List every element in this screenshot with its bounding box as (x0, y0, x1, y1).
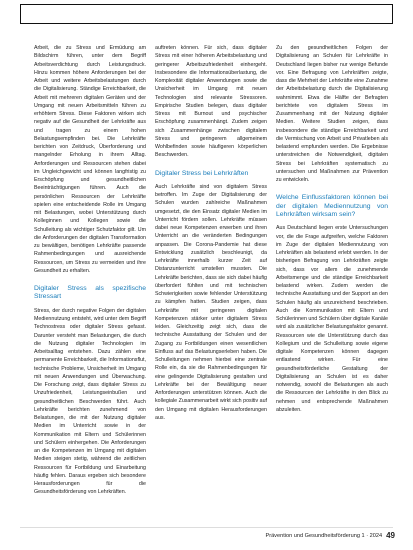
text-column-left (34, 44, 146, 497)
header-bar (20, 4, 393, 24)
page-number: 49 (386, 531, 395, 540)
journal-name: Prävention und Gesundheitsförderung 1 · 2024 (265, 532, 383, 539)
footer-rule (20, 527, 393, 528)
body-paragraph: Zu den gesundheitlichen Folgen der Digitalisierung an Schulen für Lehrkräfte in Deutschland liegen bisher nur wenige Befunde vor. Eine Befragung von Lehrkräften zeigte, dass die Mehrheit der Lehrkräfte eine Zunahme der Arbeitsbelastung durch die Digitalisierung wahrnimmt. Etwa die Hälfte der Befragten berichtete von digitalem Stress im Zusammenhang mit der Nutzung digitaler Medien. Weitere Studien zeigen, dass insbesondere die ständige Erreichbarkeit und die Vermischung von Arbeit und Privatleben als belastend empfunden werden. Die Ergebnisse unterstreichen die Notwendigkeit, digitalen Stress bei Lehrkräften systematisch zu untersuchen und Maßnahmen zur Prävention zu entwickeln. (276, 45, 388, 183)
section-heading: Welche Einflussfaktoren können bei der digitalen Mediennutzung von Lehrkräften wirksam sein? (276, 194, 388, 219)
section-heading: Digitaler Stress als spezifische Stressart (34, 285, 146, 301)
text-column-middle (155, 44, 267, 422)
body-paragraph: auftreten können. Für sich, dass digitaler Stress mit einer höheren Arbeitsbelastung und geringerer Arbeitszufriedenheit einhergeht. Insbesondere die Informationsüberlastung, die Komplexität digitaler Anwendungen sowie die Unsicherheit im Umgang mit neuen Technologien sind relevante Stressoren. Empirische Studien belegen, dass digitaler Stress mit Burnout und psychischer Erschöpfung zusammenhängt. Zudem zeigen sich Zusammenhänge zwischen digitalem Stress und geringerem allgemeinem Wohlbefinden sowie häufigeren körperlichen Beschwerden. (155, 45, 267, 159)
body-paragraph: Auch Lehrkräfte sind von digitalem Stress betroffen. Im Zuge der Digitalisierung der Schulen wurden zahlreiche Maßnahmen umgesetzt, die den Einsatz digitaler Medien im Unterricht fördern sollen. Lehrkräfte müssen dabei neue Kompetenzen erwerben und ihren Unterricht an die veränderten Bedingungen anpassen. Die Corona-Pandemie hat diese Entwicklung zusätzlich beschleunigt, da Lehrkräfte innerhalb kurzer Zeit auf Distanzunterricht umstellen mussten. Die Lehrkräfte berichten, dass sie sich dabei häufig überfordert fühlten und mit technischen Schwierigkeiten sowie fehlender Unterstützung zu kämpfen hatten. Studien zeigen, dass Lehrkräfte mit geringeren digitalen Kompetenzen stärker unter digitalem Stress leiden. Gleichzeitig zeigt sich, dass die technische Ausstattung der Schulen und der Zugang zu Fortbildungen einen wesentlichen Einfluss auf das Belastungserleben haben. Die Schulleitungen nehmen hierbei eine zentrale Rolle ein, da sie die Rahmenbedingungen für eine gelingende Digitalisierung gestalten und Lehrkräfte bei der Bewältigung neuer Anforderungen unterstützen können. Auch die kollegiale Zusammenarbeit wirkt sich positiv auf den Umgang mit digitalen Herausforderungen aus. (155, 183, 267, 421)
section-heading: Digitaler Stress bei Lehrkräften (155, 169, 249, 177)
page-footer (265, 531, 395, 540)
text-column-right (276, 44, 388, 414)
body-paragraph: Aus Deutschland liegen erste Untersuchungen vor, die die Frage aufgreifen, welche Faktoren im Zuge der digitalen Mediennutzung von Lehrkräften als belastend erlebt werden. In der bisherigen Befragung von Lehrkräften zeigte sich, dass vor allem die zunehmende Arbeitsmenge und die ständige Erreichbarkeit belastend wirken. Zudem werden die technische Ausstattung und der Support an den Schulen häufig als unzureichend beschrieben. Auch die Kommunikation mit Eltern und Schülerinnen und Schülern über digitale Kanäle wird als zusätzlicher Belastungsfaktor genannt. Ressourcen wie die Unterstützung durch das Kollegium und die Schulleitung sowie eigene digitale Kompetenzen können dagegen entlastend wirken. Für eine gesundheitsförderliche Gestaltung der Digitalisierung an Schulen ist es daher notwendig, sowohl die Belastungen als auch die Ressourcen der Lehrkräfte in den Blick zu nehmen und entsprechende Maßnahmen abzuleiten. (276, 225, 388, 413)
body-paragraph: Arbeit, die zu Stress und Ermüdung am Bildschirm führen, unter dem Begriff Arbeitsverdichtung durch Leistungsdruck. Hinzu kommen höhere Anforderungen bei der Arbeit und weitere Arbeitsbelastungen durch die Digitalisierung. Ständige Erreichbarkeit, die Arbeit mit mehreren digitalen Geräten und der Umgang mit neuen Arbeitsmitteln führen zu erhöhtem Stress. Diese Faktoren wirken sich negativ auf die Gesundheit der Lehrkräfte aus und tragen zu einem hohen Belastungsempfinden bei. Die Lehrkräfte berichten von Zeitdruck, Überforderung und mangelnder Erholung in ihrem Alltag. Anforderungen und Ressourcen stehen dabei im Ungleichgewicht und können langfristig zu Erschöpfung und gesundheitlichen Beeinträchtigungen führen. Auch die persönlichen Ressourcen der Lehrkräfte spielen eine entscheidende Rolle im Umgang mit Belastungen, wobei Unterstützung durch Kolleginnen und Kollegen sowie die Schulleitung als wichtiger Schutzfaktor gilt. Um die Anforderungen der digitalen Transformation zu bewältigen, benötigen Lehrkräfte passende Rahmenbedingungen und ausreichende Ressourcen, um Stress zu vermeiden und ihre Gesundheit zu erhalten. (34, 45, 146, 274)
body-paragraph: Stress, der durch negative Folgen der digitalen Mediennutzung entsteht, wird unter dem Begriff Technostress oder digitaler Stress gefasst. Darunter versteht man Belastungen, die durch die Nutzung digitaler Technologien im Arbeitsalltag entstehen. Dazu zählen eine permanente Erreichbarkeit, die Informationsflut, technische Probleme, Unsicherheit im Umgang mit neuen Anwendungen und Überwachung. Die Forschung zeigt, dass digitaler Stress zu Unzufriedenheit, Leistungseinbußen und gesundheitlichen Beschwerden führt. Auch Lehrkräfte berichten zunehmend von Belastungen, die mit der Nutzung digitaler Medien im Unterricht sowie in der Kommunikation mit Eltern und Schülerinnen und Schülern einhergehen. Die Anforderungen an die Kompetenzen im Umgang mit digitalen Medien steigen stetig, während die zeitlichen Ressourcen für Fortbildung und Einarbeitung häufig fehlen. Daraus ergeben sich besondere Herausforderungen für die Gesundheitsförderung von Lehrkräften. (34, 307, 146, 496)
